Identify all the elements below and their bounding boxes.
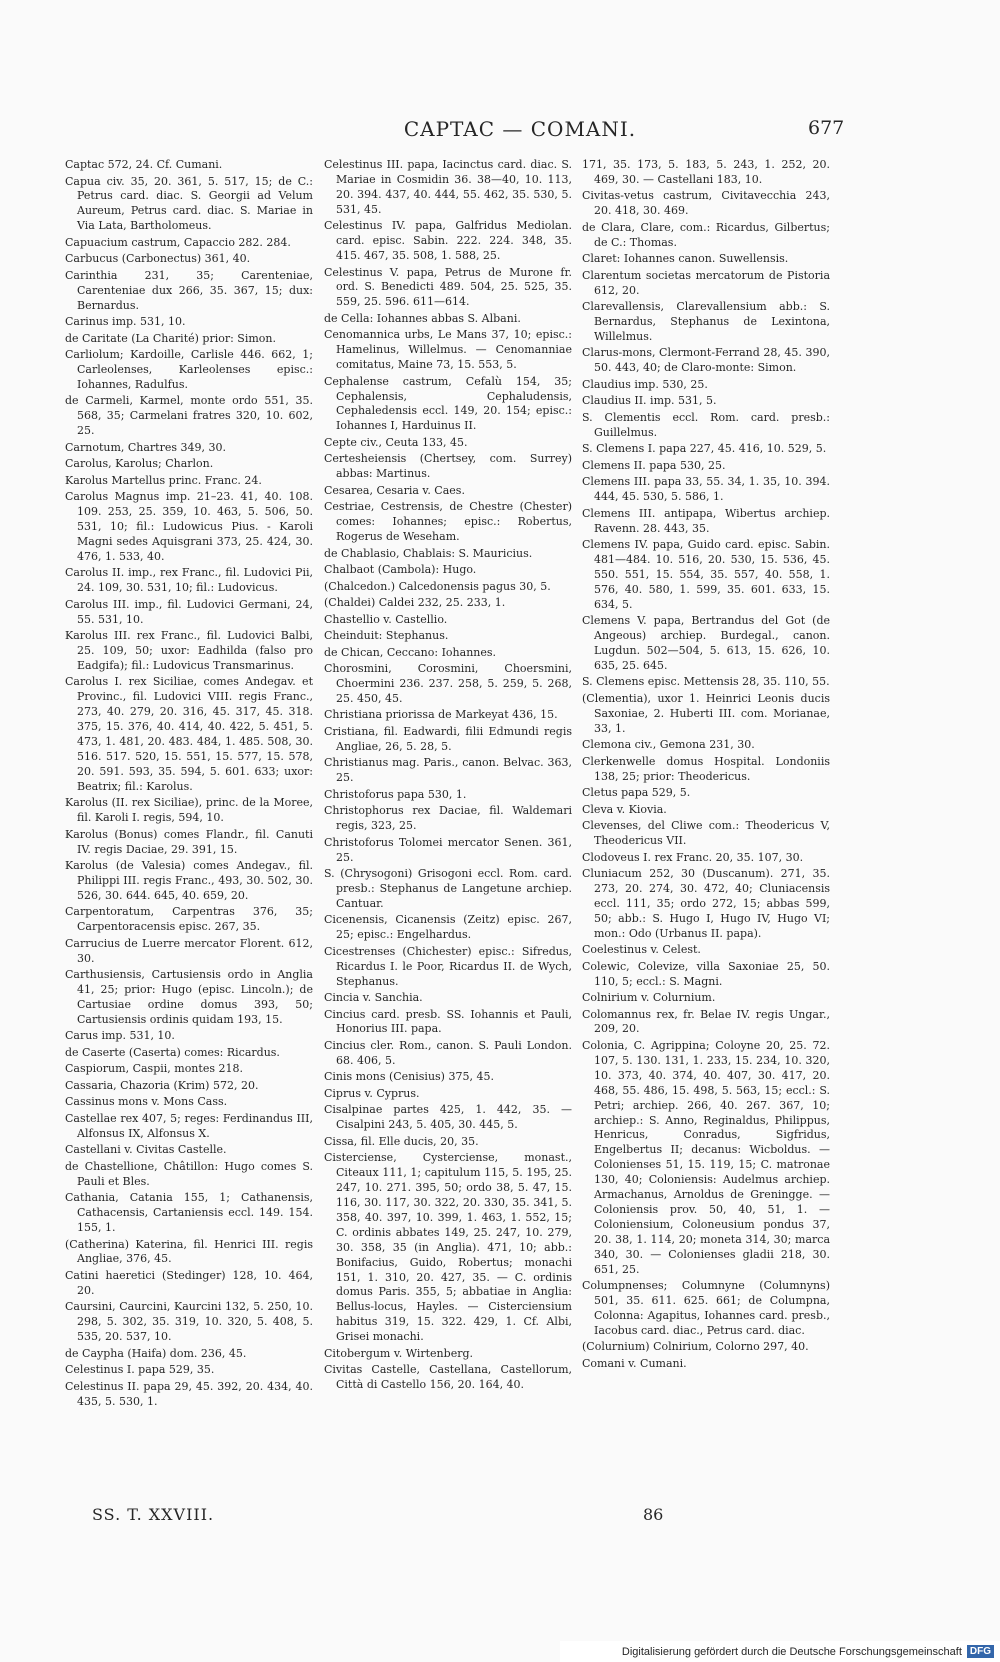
index-entry: Cissa, fil. Elle ducis, 20, 35. <box>324 1134 479 1148</box>
index-entry: Carus imp. 531, 10. <box>65 1029 175 1043</box>
index-entry: Celestinus III. papa, Iacinctus card. diac. S. Mariae in Cosmidin 36. 38—40, 10. 113, 20. 394. 437, 40. 444, 55. 462, 35. 530, 5. 531, 45. <box>324 158 572 216</box>
index-entry: (Chalcedon.) Calcedonensis pagus 30, 5. <box>324 579 551 593</box>
index-entry: Colewic, Colevize, villa Saxoniae 25, 50. 110, 5; eccl.: S. Magni. <box>582 959 830 988</box>
index-entry: de Carmeli, Karmel, monte ordo 551, 35. 568, 35; Carmelani fratres 320, 10. 602, 25. <box>65 394 313 438</box>
index-entry: Civitas Castelle, Castellana, Castellorum, Città di Castello 156, 20. 164, 40. <box>324 1363 572 1392</box>
index-entry: Chorosmini, Corosmini, Choersmini, Choermini 236. 237. 258, 5. 259, 5. 268, 25. 450, 45. <box>324 662 572 705</box>
index-entry: (Clementia), uxor 1. Heinrici Leonis ducis Saxoniae, 2. Huberti III. com. Morianae, 33, 1. <box>582 691 830 735</box>
index-entry: Coelestinus v. Celest. <box>582 943 701 957</box>
index-entry: Celestinus V. papa, Petrus de Murone fr. ord. S. Benedicti 489. 504, 25. 525, 35. 559, 25. 596. 611—614. <box>324 265 572 309</box>
index-column-left <box>65 158 313 1411</box>
index-entry: de Caserte (Caserta) comes: Ricardus. <box>65 1045 280 1059</box>
index-entry: de Clara, Clare, com.: Ricardus, Gilbertus; de C.: Thomas. <box>582 220 830 249</box>
page-header-title: CAPTAC — COMANI. <box>403 117 637 141</box>
index-entry: Castellae rex 407, 5; reges: Ferdinandus III, Alfonsus IX, Alfonsus X. <box>65 1111 313 1140</box>
index-entry: Capuacium castrum, Capaccio 282. 284. <box>65 235 291 249</box>
index-entry: Cenomannica urbs, Le Mans 37, 10; episc.: Hamelinus, Willelmus. — Cenomanniae comitatus, Maine 73, 15. 553, 5. <box>324 328 572 372</box>
index-entry: Cassinus mons v. Mons Cass. <box>65 1095 228 1109</box>
index-entry: Karolus Martellus princ. Franc. 24. <box>65 473 262 487</box>
index-entry: Christoforus papa 530, 1. <box>324 787 467 801</box>
index-entry: Clodoveus I. rex Franc. 20, 35. 107, 30. <box>582 850 804 864</box>
index-entry: Carbucus (Carbonectus) 361, 40. <box>65 252 251 266</box>
index-entry: Christophorus rex Daciae, fil. Waldemari regis, 323, 25. <box>324 804 572 833</box>
index-entry: Clemens V. papa, Bertrandus del Got (de Angeous) archiep. Burdegal., canon. Lugdun. 502—504, 5. 613, 15. 626, 10. 635, 25. 645. <box>582 614 830 672</box>
index-entry: Clarentum societas mercatorum de Pistoria 612, 20. <box>582 268 830 297</box>
index-entry: Chastellio v. Castellio. <box>324 612 448 626</box>
index-entry: S. Clementis eccl. Rom. card. presb.: Guillelmus. <box>582 410 830 439</box>
index-entry: Cinis mons (Cenisius) 375, 45. <box>324 1070 494 1084</box>
index-entry: Cathania, Catania 155, 1; Cathanensis, Cathacensis, Cartaniensis eccl. 149. 154. 155, 1. <box>65 1191 313 1235</box>
index-entry: Carinthia 231, 35; Carenteniae, Carenteniae dux 266, 35. 367, 15; dux: Bernardus. <box>65 268 313 312</box>
funding-note <box>560 1641 1000 1662</box>
sheet-number: 86 <box>643 1505 664 1524</box>
index-entry: Christoforus Tolomei mercator Senen. 361, 25. <box>324 835 572 864</box>
index-entry: Clemona civ., Gemona 231, 30. <box>582 738 755 752</box>
index-entry: Claudius imp. 530, 25. <box>582 377 708 391</box>
index-entry: Caspiorum, Caspii, montes 218. <box>65 1062 243 1076</box>
index-entry: Christiana priorissa de Markeyat 436, 15. <box>324 708 558 722</box>
index-entry: Carinus imp. 531, 10. <box>65 315 186 329</box>
index-entry: Carolus II. imp., rex Franc., fil. Ludovici Pii, 24. 109, 30. 531, 10; fil.: Ludovicus. <box>65 566 313 595</box>
index-entry: Caursini, Caurcini, Kaurcini 132, 5. 250, 10. 298, 5. 302, 35. 319, 10. 320, 5. 408, 5. 535, 20. 537, 10. <box>65 1300 313 1344</box>
index-entry: Carpentoratum, Carpentras 376, 35; Carpentoracensis episc. 267, 35. <box>65 905 313 934</box>
index-entry: Cassaria, Chazoria (Krim) 572, 20. <box>65 1078 259 1092</box>
index-entry: Comani v. Cumani. <box>582 1356 687 1370</box>
index-entry: de Caypha (Haifa) dom. 236, 45. <box>65 1346 247 1360</box>
index-entry: Captac 572, 24. Cf. Cumani. <box>65 158 223 171</box>
index-entry: Civitas-vetus castrum, Civitavecchia 243, 20. 418, 30. 469. <box>582 189 830 218</box>
index-entry: Karolus (Bonus) comes Flandr., fil. Canuti IV. regis Daciae, 29. 391, 15. <box>65 827 313 856</box>
index-entry: S. Clemens episc. Mettensis 28, 35. 110, 55. <box>582 675 830 689</box>
index-entry: Clemens IV. papa, Guido card. episc. Sabin. 481—484. 10. 516, 20. 530, 15. 536, 45. 550. 551, 15. 554, 35. 557, 40. 558, 1. 576, 40. 580, 1. 599, 35. 601. 633, 15. 634, 5. <box>582 538 830 611</box>
index-entry: Celestinus II. papa 29, 45. 392, 20. 434, 40. 435, 5. 530, 1. <box>65 1379 313 1408</box>
index-entry: Columpnenses; Columnyne (Columnyns) 501, 35. 611. 625. 661; de Columpna, Colonna: Agapitus, Iohannes card. presb., Iacobus card. diac., Petrus card. diac. <box>582 1279 830 1337</box>
index-entry: Cesarea, Cesaria v. Caes. <box>324 483 465 497</box>
index-entry: Chalbaot (Cambola): Hugo. <box>324 563 477 577</box>
index-entry: Clarevallensis, Clarevallensium abb.: S. Bernardus, Stephanus de Lexintona, Willelmus. <box>582 300 830 343</box>
index-column-right <box>582 158 830 1373</box>
page-number: 677 <box>808 117 845 139</box>
index-entry: Carolus I. rex Siciliae, comes Andegav. et Provinc., fil. Ludovici VIII. regis Franc., 273, 40. 279, 20. 316, 45. 317, 45. 318. 375, 15. 376, 40. 414, 40. 422, 5. 451, 5. 473, 1. 481, 20. 483. 484, 1. 485. 508, 30. 516. 517. 520, 15. 551, 15. 577, 15. 578, 20. 591. 593, 35. 594, 5. 601. 633; uxor: Beatrix; fil.: Karolus. <box>65 675 313 793</box>
index-entry: de Chastellione, Châtillon: Hugo comes S. Pauli et Bles. <box>65 1159 313 1188</box>
index-entry: S. Clemens I. papa 227, 45. 416, 10. 529, 5. <box>582 442 827 456</box>
index-entry: (Colurnium) Colnirium, Colorno 297, 40. <box>582 1340 809 1354</box>
index-entry: 171, 35. 173, 5. 183, 5. 243, 1. 252, 20. 469, 30. — Castellani 183, 10. <box>582 158 830 186</box>
index-entry: Cepte civ., Ceuta 133, 45. <box>324 435 468 449</box>
index-entry: Colonia, C. Agrippina; Coloyne 20, 25. 72. 107, 5. 130. 131, 1. 233, 15. 234, 10. 320, 10. 373, 40. 374, 40. 407, 30. 417, 20. 468, 55. 486, 15. 498, 5. 563, 15; eccl.: S. Petri; archiep. 266, 40. 267. 367, 10; archiep.: S. Anno, Reginaldus, Philippus, Henricus, Conradus, Sigfridus, Engelbertus II; decanus: Wicboldus. — Colonienses 51, 15. 119, 15; C. matronae 130, 40; Coloniensis: Audelmus archiep. Armachanus, Arnoldus de Greningge. — Coloniensis prov. 50, 40, 51, 1. — Coloniensium, Coloneusium pondus 37, 20. 38, 1. 114, 20; moneta 314, 30; marca 340, 30. — Colonienses gladii 218, 30. 651, 25. <box>582 1038 830 1276</box>
index-entry: Clemens II. papa 530, 25. <box>582 458 726 472</box>
index-entry: Colomannus rex, fr. Belae IV. regis Ungar., 209, 20. <box>582 1007 830 1036</box>
index-entry: Karolus (de Valesia) comes Andegav., fil. Philippi III. regis Franc., 493, 30. 502, 30. 526, 30. 644. 645, 40. 659, 20. <box>65 859 313 902</box>
index-entry: Cincia v. Sanchia. <box>324 991 423 1005</box>
index-entry: Cephalense castrum, Cefalù 154, 35; Cephalensis, Cephaludensis, Cephaledensis eccl. 149, 20. 154; episc.: Iohannes I, Harduinus II. <box>324 374 572 433</box>
index-entry: Carolus, Karolus; Charlon. <box>65 457 214 471</box>
index-entry: Cincius card. presb. SS. Iohannis et Pauli, Honorius III. papa. <box>324 1007 572 1036</box>
index-entry: Cisterciense, Cysterciense, monast., Citeaux 111, 1; capitulum 115, 5. 195, 25. 247, 10. 271. 395, 50; ordo 38, 5. 47, 15. 116, 30. 117, 30. 322, 20. 330, 35. 341, 5. 358, 40. 397, 10. 399, 1. 463, 1. 552, 15; C. ordinis abbates 149, 25. 247, 10. 279, 30. 358, 35 (in Anglia). 471, 10; abb.: Bonifacius, Guido, Robertus; monachi 151, 1. 310, 20. 427, 35. — C. ordinis domus Paris. 355, 5; abbatiae in Anglia: Bellus-locus, Hayles. — Cisterciensium habitus 319, 15. 322. 429, 1. Cf. Albi, Grisei monachi. <box>324 1151 572 1344</box>
index-entry: Clevenses, del Cliwe com.: Theodericus V, Theodericus VII. <box>582 819 830 848</box>
index-entry: de Chican, Ceccano: Iohannes. <box>324 645 497 659</box>
index-entry: Clemens III. antipapa, Wibertus archiep. Ravenn. 28. 443, 35. <box>582 506 830 535</box>
index-entry: Claret: Iohannes canon. Suwellensis. <box>582 252 789 266</box>
index-entry: Cristiana, fil. Eadwardi, filii Edmundi regis Angliae, 26, 5. 28, 5. <box>324 724 572 753</box>
index-entry: Cicestrenses (Chichester) episc.: Sifredus, Ricardus I. le Poor, Ricardus II. de Wych, Stephanus. <box>324 944 572 988</box>
dfg-logo: DFG <box>967 1645 994 1658</box>
index-entry: Carliolum; Kardoille, Carlisle 446. 662, 1; Carleolenses, Karleolenses episc.: Iohannes, Radulfus. <box>65 348 313 391</box>
index-entry: Ciprus v. Cyprus. <box>324 1086 420 1100</box>
index-entry: Claudius II. imp. 531, 5. <box>582 394 717 408</box>
index-entry: Colnirium v. Colurnium. <box>582 991 716 1005</box>
index-entry: Castellani v. Civitas Castelle. <box>65 1143 227 1157</box>
index-entry: Celestinus IV. papa, Galfridus Mediolan. card. episc. Sabin. 222. 224. 348, 35. 415. 467, 35. 508, 1. 588, 25. <box>324 219 572 263</box>
index-entry: Cheinduit: Stephanus. <box>324 629 449 643</box>
index-entry: Cluniacum 252, 30 (Duscanum). 271, 35. 273, 20. 274, 30. 472, 40; Cluniacensis eccl. 111, 35; ordo 272, 15; abbas 599, 50; abb.: S. Hugo I, Hugo IV, Hugo VI; mon.: Odo (Urbanus II. papa). <box>582 867 830 940</box>
index-entry: Carrucius de Luerre mercator Florent. 612, 30. <box>65 936 313 965</box>
index-entry: Cletus papa 529, 5. <box>582 786 691 800</box>
index-entry: (Chaldei) Caldei 232, 25. 233, 1. <box>324 596 506 610</box>
index-entry: Cisalpinae partes 425, 1. 442, 35. — Cisalpini 243, 5. 405, 30. 445, 5. <box>324 1103 572 1132</box>
index-entry: Cincius cler. Rom., canon. S. Pauli London. 68. 406, 5. <box>324 1038 572 1067</box>
index-entry: Carolus III. imp., fil. Ludovici Germani, 24, 55. 531, 10. <box>65 597 313 626</box>
index-entry: Cestriae, Cestrensis, de Chestre (Chester) comes: Iohannes; episc.: Robertus, Rogerus de Weseham. <box>324 500 572 544</box>
index-entry: Karolus (II. rex Siciliae), princ. de la Moree, fil. Karoli I. regis, 594, 10. <box>65 796 313 825</box>
index-entry: de Cella: Iohannes abbas S. Albani. <box>324 311 521 325</box>
index-entry: (Catherina) Katerina, fil. Henrici III. regis Angliae, 376, 45. <box>65 1237 313 1266</box>
index-entry: S. (Chrysogoni) Grisogoni eccl. Rom. card. presb.: Stephanus de Langetune archiep. Cantuar. <box>324 867 572 910</box>
index-entry: Clarus-mons, Clermont-Ferrand 28, 45. 390, 50. 443, 40; de Claro-monte: Simon. <box>582 346 830 375</box>
index-entry: Clemens III. papa 33, 55. 34, 1. 35, 10. 394. 444, 45. 530, 5. 586, 1. <box>582 475 830 504</box>
funding-note-text: Digitalisierung gefördert durch die Deutsche Forschungsgemeinschaft <box>621 1645 962 1658</box>
index-entry: Christianus mag. Paris., canon. Belvac. 363, 25. <box>324 756 572 785</box>
index-entry: de Chablasio, Chablais: S. Mauricius. <box>324 546 533 560</box>
index-entry: Carnotum, Chartres 349, 30. <box>65 440 226 454</box>
index-entry: Clerkenwelle domus Hospital. Londoniis 138, 25; prior: Theodericus. <box>582 754 830 783</box>
index-entry: Celestinus I. papa 529, 35. <box>65 1363 215 1377</box>
index-entry: Carolus Magnus imp. 21–23. 41, 40. 108. 109. 253, 25. 359, 10. 463, 5. 506, 50. 531, 10; fil.: Ludowicus Pius. - Karoli Magni sedes Aquisgrani 373, 25. 424, 30. 476, 1. 533, 40. <box>65 490 313 563</box>
index-entry: Cleva v. Kiovia. <box>582 802 667 816</box>
index-entry: de Caritate (La Charité) prior: Simon. <box>65 331 276 345</box>
index-entry: Certesheiensis (Chertsey, com. Surrey) abbas: Martinus. <box>324 452 572 481</box>
volume-signature: SS. T. XXVIII. <box>92 1505 215 1524</box>
index-entry: Citobergum v. Wirtenberg. <box>324 1346 473 1360</box>
index-entry: Carthusiensis, Cartusiensis ordo in Anglia 41, 25; prior: Hugo (episc. Lincoln.); de Cartusiae ordine domus 393, 50; Cartusiensis ordinis quidam 193, 15. <box>65 968 313 1026</box>
index-entry: Karolus III. rex Franc., fil. Ludovici Balbi, 25. 109, 50; uxor: Eadhilda (falso pro Eadgifa); fil.: Ludovicus Transmarinus. <box>65 629 313 672</box>
index-entry: Capua civ. 35, 20. 361, 5. 517, 15; de C.: Petrus card. diac. S. Georgii ad Velum Aureum, Petrus card. diac. S. Mariae in Via Lata, Bartholomeus. <box>65 174 313 233</box>
index-entry: Catini haeretici (Stedinger) 128, 10. 464, 20. <box>65 1268 313 1297</box>
index-column-middle <box>324 158 572 1395</box>
index-entry: Cicenensis, Cicanensis (Zeitz) episc. 267, 25; episc.: Engelhardus. <box>324 913 572 942</box>
